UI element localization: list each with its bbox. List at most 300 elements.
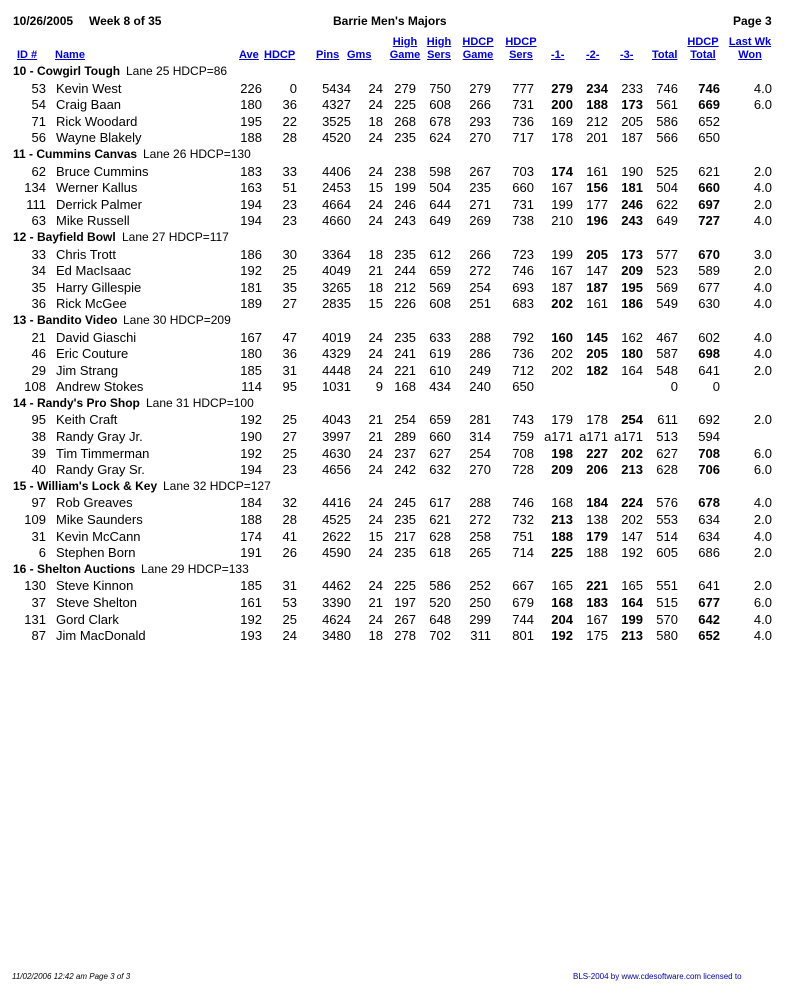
player-id: 71	[31, 113, 46, 129]
player-hdcp: 31	[282, 578, 297, 594]
player-high-sers: 434	[429, 379, 451, 395]
team-name: 16 - Shelton Auctions	[13, 561, 136, 576]
player-gms: 24	[368, 346, 383, 362]
col-game-2: -2-	[586, 49, 600, 61]
player-total: 577	[656, 246, 678, 262]
player-hdcp: 25	[282, 611, 297, 627]
player-gms: 24	[368, 329, 383, 345]
player-hdcp-sers: 731	[512, 196, 534, 212]
player-game-3: 199	[621, 611, 643, 627]
player-total: 628	[656, 462, 678, 478]
player-pins: 4630	[322, 445, 351, 461]
player-row	[0, 164, 792, 181]
player-high-game: 197	[394, 595, 416, 610]
player-game-3: 181	[621, 180, 643, 196]
player-last-wk-won: 6.0	[753, 595, 772, 610]
team-header	[0, 147, 792, 164]
player-pins: 4448	[322, 362, 351, 378]
player-ave: 194	[240, 462, 262, 478]
player-gms: 18	[368, 246, 383, 262]
player-high-game: 289	[394, 429, 416, 445]
player-game-1: 202	[551, 362, 573, 378]
player-ave: 184	[240, 495, 262, 511]
player-pins: 3265	[322, 279, 351, 295]
col-id: ID #	[17, 49, 38, 61]
player-high-sers: 644	[429, 196, 451, 212]
player-name: Mike Russell	[56, 213, 130, 229]
player-total: 504	[656, 180, 678, 196]
player-hdcp-game: 270	[469, 462, 491, 478]
player-ave: 188	[240, 130, 262, 146]
player-game-2: 205	[586, 346, 608, 362]
player-high-game: 225	[394, 578, 416, 594]
player-hdcp-sers: 746	[512, 495, 534, 511]
player-last-wk-won: 4.0	[753, 296, 772, 312]
team-name: 14 - Randy's Pro Shop	[13, 395, 140, 410]
player-name: Derrick Palmer	[56, 196, 142, 212]
player-name: Rick McGee	[56, 296, 127, 312]
player-id: 33	[31, 246, 46, 262]
player-high-sers: 520	[429, 595, 451, 610]
player-game-3: a171	[614, 429, 643, 445]
player-ave: 174	[240, 528, 262, 544]
player-gms: 18	[368, 628, 383, 644]
player-game-1: 210	[551, 213, 573, 229]
footer-printed: 11/02/2006 12:42 am Page 3 of 3	[12, 972, 131, 981]
player-row	[0, 529, 792, 546]
col-hdcp-game-l2: Game	[462, 49, 494, 61]
player-last-wk-won: 6.0	[753, 462, 772, 478]
player-ave: 195	[240, 113, 262, 129]
player-hdcp: 27	[282, 296, 297, 312]
player-gms: 15	[368, 296, 383, 312]
player-id: 95	[31, 412, 46, 428]
player-gms: 24	[368, 578, 383, 594]
player-game-3: 202	[621, 445, 643, 461]
player-gms: 24	[368, 362, 383, 378]
player-game-3: 180	[621, 346, 643, 362]
player-hdcp-total: 727	[698, 213, 720, 229]
player-hdcp-sers: 801	[512, 628, 534, 644]
player-row	[0, 114, 792, 131]
player-game-1: 202	[551, 296, 573, 312]
player-row	[0, 578, 792, 595]
player-hdcp-total: 0	[712, 379, 720, 395]
player-hdcp-total: 594	[698, 429, 720, 445]
player-game-2: 234	[586, 80, 608, 96]
player-hdcp-total: 630	[698, 296, 720, 312]
player-last-wk-won: 2.0	[753, 545, 772, 561]
player-last-wk-won: 4.0	[753, 495, 772, 511]
player-high-game: 225	[394, 97, 416, 113]
player-game-3: 254	[621, 412, 643, 428]
player-total: 576	[656, 495, 678, 511]
player-pins: 2453	[322, 180, 351, 196]
player-high-sers: 678	[429, 113, 451, 129]
player-ave: 192	[240, 412, 262, 428]
team-lane-info: Lane 26 HDCP=130	[143, 146, 251, 161]
player-game-3: 195	[621, 279, 643, 295]
player-hdcp-total: 670	[698, 246, 720, 262]
player-total: 586	[656, 113, 678, 129]
player-id: 37	[31, 595, 46, 610]
player-gms: 18	[368, 279, 383, 295]
player-game-2: 178	[586, 412, 608, 428]
player-pins: 2835	[322, 296, 351, 312]
player-ave: 192	[240, 445, 262, 461]
player-name: Stephen Born	[56, 545, 136, 561]
player-game-1: 199	[551, 246, 573, 262]
player-game-3: 187	[621, 130, 643, 146]
col-high-game-l1: High	[392, 36, 418, 48]
player-hdcp-total: 650	[698, 130, 720, 146]
player-hdcp: 28	[282, 130, 297, 146]
player-high-game: 238	[394, 163, 416, 179]
player-last-wk-won: 4.0	[753, 528, 772, 544]
team-lane-info: Lane 31 HDCP=100	[146, 395, 254, 410]
player-ave: 114	[241, 379, 262, 395]
player-game-3: 186	[621, 296, 643, 312]
player-name: Rob Greaves	[56, 495, 133, 511]
player-high-game: 242	[394, 462, 416, 478]
player-total: 569	[656, 279, 678, 295]
team-header	[0, 479, 792, 496]
player-game-2: 188	[586, 545, 608, 561]
player-id: 36	[31, 296, 46, 312]
col-last-wk-won	[724, 36, 776, 62]
col-hdcp-total-l2: Total	[690, 49, 716, 61]
player-game-3: 164	[621, 595, 643, 610]
player-total: 0	[670, 379, 678, 395]
player-high-game: 246	[394, 196, 416, 212]
player-high-sers: 649	[429, 213, 451, 229]
player-id: 62	[31, 163, 46, 179]
player-high-sers: 702	[429, 628, 451, 644]
player-total: 514	[656, 528, 678, 544]
player-total: 525	[656, 163, 678, 179]
player-last-wk-won: 4.0	[753, 611, 772, 627]
team-header	[0, 64, 792, 81]
player-hdcp: 24	[282, 628, 297, 644]
player-total: 551	[656, 578, 678, 594]
player-hdcp-sers: 650	[512, 379, 534, 395]
player-high-game: 212	[394, 279, 416, 295]
player-last-wk-won: 2.0	[753, 578, 772, 594]
col-hdcp-sers-l2: Sers	[509, 49, 533, 61]
player-game-2: 227	[586, 445, 608, 461]
player-game-3: 243	[621, 213, 643, 229]
player-high-game: 226	[394, 296, 416, 312]
player-row	[0, 280, 792, 297]
player-game-2: 177	[586, 196, 608, 212]
player-row	[0, 247, 792, 264]
player-hdcp-game: 272	[469, 263, 491, 279]
team-header	[0, 396, 792, 413]
col-high-game-l2: Game	[389, 49, 421, 61]
player-hdcp-total: 634	[698, 512, 720, 528]
player-last-wk-won: 2.0	[753, 196, 772, 212]
player-game-2: 179	[586, 528, 608, 544]
player-high-sers: 621	[429, 512, 451, 528]
player-name: Bruce Cummins	[56, 163, 149, 179]
player-high-game: 235	[394, 545, 416, 561]
player-game-2: 161	[586, 296, 608, 312]
player-game-1: 167	[551, 263, 573, 279]
player-high-sers: 610	[429, 362, 451, 378]
player-high-sers: 633	[429, 329, 451, 345]
player-row	[0, 263, 792, 280]
player-hdcp-total: 669	[698, 97, 720, 113]
player-row	[0, 512, 792, 529]
player-total: 523	[656, 263, 678, 279]
team-name: 15 - William's Lock & Key	[13, 478, 158, 493]
player-name: Steve Kinnon	[56, 578, 134, 594]
player-hdcp: 26	[282, 545, 297, 561]
team-lane-info: Lane 30 HDCP=209	[123, 312, 231, 327]
page-number: Page 3	[733, 14, 772, 28]
player-pins: 4525	[322, 512, 351, 528]
player-id: 134	[24, 180, 46, 196]
player-game-2: 161	[586, 163, 608, 179]
col-hdcp-game-l1: HDCP	[462, 36, 494, 48]
player-game-2: 187	[586, 279, 608, 295]
player-total: 580	[656, 628, 678, 644]
player-name: David Giaschi	[56, 329, 137, 345]
player-high-game: 221	[394, 362, 416, 378]
player-hdcp-sers: 728	[512, 462, 534, 478]
player-gms: 24	[368, 495, 383, 511]
player-high-sers: 659	[429, 263, 451, 279]
player-hdcp-sers: 660	[512, 180, 534, 196]
player-row	[0, 628, 792, 645]
player-last-wk-won: 3.0	[753, 246, 772, 262]
player-game-1: 192	[551, 628, 573, 644]
player-gms: 15	[368, 180, 383, 196]
team-header	[0, 230, 792, 247]
player-id: 38	[31, 429, 46, 445]
player-gms: 15	[368, 528, 383, 544]
player-id: 109	[24, 512, 46, 528]
player-name: Randy Gray Jr.	[56, 429, 143, 445]
player-hdcp-game: 272	[469, 512, 491, 528]
player-high-game: 168	[394, 379, 416, 395]
player-hdcp-total: 652	[698, 113, 720, 129]
player-pins: 3525	[322, 113, 351, 129]
player-total: 515	[656, 595, 678, 610]
player-gms: 9	[375, 379, 383, 395]
player-game-2: 138	[586, 512, 608, 528]
player-game-3: 147	[621, 528, 643, 544]
col-total: Total	[652, 49, 678, 61]
player-hdcp: 31	[282, 362, 297, 378]
player-name: Steve Shelton	[56, 595, 137, 610]
player-last-wk-won: 2.0	[753, 512, 772, 528]
player-hdcp-game: 235	[469, 180, 491, 196]
player-hdcp: 36	[282, 346, 297, 362]
player-ave: 180	[240, 97, 262, 113]
player-name: Tim Timmerman	[56, 445, 150, 461]
player-hdcp-sers: 731	[512, 97, 534, 113]
player-game-3: 190	[621, 163, 643, 179]
player-id: 29	[31, 362, 46, 378]
team-lane-info: Lane 25 HDCP=86	[126, 64, 228, 78]
team-name: 13 - Bandito Video	[13, 312, 118, 327]
player-hdcp-total: 706	[698, 462, 720, 478]
player-total: 553	[656, 512, 678, 528]
player-game-3: 164	[621, 362, 643, 378]
player-hdcp: 25	[282, 263, 297, 279]
col-hdcp-total-l1: HDCP	[687, 36, 719, 48]
player-ave: 161	[240, 595, 262, 610]
player-hdcp-game: 311	[470, 628, 491, 644]
player-high-game: 279	[394, 80, 416, 96]
player-hdcp-game: 251	[469, 296, 491, 312]
player-total: 605	[656, 545, 678, 561]
player-ave: 181	[240, 279, 262, 295]
col-pins: Pins	[316, 49, 340, 61]
player-game-2: 206	[586, 462, 608, 478]
player-gms: 24	[368, 97, 383, 113]
player-row	[0, 545, 792, 562]
player-ave: 167	[240, 329, 262, 345]
player-name: Randy Gray Sr.	[56, 462, 145, 478]
player-name: Mike Saunders	[56, 512, 143, 528]
player-game-1: 200	[551, 97, 573, 113]
player-row	[0, 213, 792, 230]
player-id: 46	[31, 346, 46, 362]
player-hdcp-total: 660	[698, 180, 720, 196]
col-high-game	[388, 36, 422, 62]
player-ave: 193	[240, 628, 262, 644]
player-pins: 4664	[322, 196, 351, 212]
col-hdcp-sers-l1: HDCP	[505, 36, 537, 48]
player-gms: 21	[368, 595, 383, 610]
player-name: Ed MacIsaac	[56, 263, 132, 279]
team-header	[0, 313, 792, 330]
player-game-1: 204	[551, 611, 573, 627]
player-gms: 24	[368, 611, 383, 627]
player-gms: 21	[368, 263, 383, 279]
player-pins: 5434	[322, 80, 351, 96]
player-name: Rick Woodard	[56, 113, 138, 129]
player-high-sers: 619	[429, 346, 451, 362]
player-last-wk-won: 2.0	[753, 263, 772, 279]
player-pins: 2622	[322, 528, 351, 544]
player-high-game: 243	[394, 213, 416, 229]
player-hdcp-total: 642	[698, 611, 720, 627]
player-high-game: 235	[394, 130, 416, 146]
player-hdcp-game: 250	[469, 595, 491, 610]
player-high-game: 241	[394, 346, 416, 362]
player-total: 561	[656, 97, 678, 113]
player-hdcp: 28	[282, 512, 297, 528]
player-hdcp-game: 252	[469, 578, 491, 594]
player-game-1: 169	[551, 113, 573, 129]
player-hdcp-game: 265	[469, 545, 491, 561]
player-hdcp-game: 266	[469, 246, 491, 262]
player-total: 566	[656, 130, 678, 146]
player-game-2: 201	[586, 130, 608, 146]
player-pins: 1031	[322, 379, 351, 395]
player-name: Eric Couture	[56, 346, 129, 362]
player-hdcp-total: 652	[698, 628, 720, 644]
player-game-1: 198	[551, 445, 573, 461]
player-total: 649	[656, 213, 678, 229]
player-high-sers: 750	[429, 80, 451, 96]
player-game-1: 174	[551, 163, 573, 179]
player-row	[0, 197, 792, 214]
team-name: 12 - Bayfield Bowl	[13, 229, 116, 244]
standings-table	[0, 64, 792, 645]
player-hdcp: 41	[282, 528, 297, 544]
player-total: 549	[656, 296, 678, 312]
player-id: 53	[31, 80, 46, 96]
player-hdcp-game: 281	[469, 412, 491, 428]
player-pins: 4043	[322, 412, 351, 428]
player-hdcp-game: 266	[469, 97, 491, 113]
player-game-2: 145	[586, 329, 608, 345]
player-ave: 226	[240, 80, 262, 96]
player-total: 611	[657, 412, 678, 428]
player-hdcp-sers: 703	[512, 163, 534, 179]
player-high-game: 278	[394, 628, 416, 644]
player-hdcp-sers: 738	[512, 213, 534, 229]
player-gms: 24	[368, 80, 383, 96]
player-high-sers: 624	[429, 130, 451, 146]
player-high-sers: 627	[429, 445, 451, 461]
team-lane-info: Lane 27 HDCP=117	[122, 229, 229, 244]
player-name: Wayne Blakely	[56, 130, 142, 146]
player-row	[0, 446, 792, 463]
player-hdcp-sers: 683	[512, 296, 534, 312]
player-high-sers: 632	[429, 462, 451, 478]
player-hdcp-total: 678	[698, 495, 720, 511]
player-game-2: 188	[586, 97, 608, 113]
player-game-2: a171	[579, 429, 608, 445]
player-game-1: 225	[551, 545, 573, 561]
player-id: 39	[31, 445, 46, 461]
player-hdcp-game: 249	[469, 362, 491, 378]
report-title: Barrie Men's Majors	[333, 14, 447, 28]
player-row	[0, 346, 792, 363]
player-row	[0, 379, 792, 396]
team-name: 10 - Cowgirl Tough	[13, 64, 121, 78]
player-high-game: 245	[394, 495, 416, 511]
player-hdcp: 25	[282, 412, 297, 428]
player-high-sers: 608	[429, 296, 451, 312]
report-week: Week 8 of 35	[89, 14, 162, 28]
col-hdcp-total	[685, 36, 721, 62]
player-hdcp-total: 634	[698, 528, 720, 544]
player-hdcp-total: 621	[698, 163, 720, 179]
player-ave: 192	[240, 611, 262, 627]
player-hdcp: 30	[282, 246, 297, 262]
player-hdcp-sers: 723	[512, 246, 534, 262]
player-hdcp: 23	[282, 213, 297, 229]
player-row	[0, 495, 792, 512]
player-id: 35	[31, 279, 46, 295]
player-hdcp-total: 677	[698, 595, 720, 610]
player-hdcp-game: 271	[469, 196, 491, 212]
player-ave: 180	[240, 346, 262, 362]
player-hdcp: 22	[282, 113, 297, 129]
player-pins: 4049	[322, 263, 351, 279]
player-id: 87	[31, 628, 46, 644]
player-row	[0, 363, 792, 380]
player-hdcp-sers: 751	[512, 528, 534, 544]
player-hdcp-total: 746	[698, 80, 720, 96]
player-high-sers: 628	[429, 528, 451, 544]
